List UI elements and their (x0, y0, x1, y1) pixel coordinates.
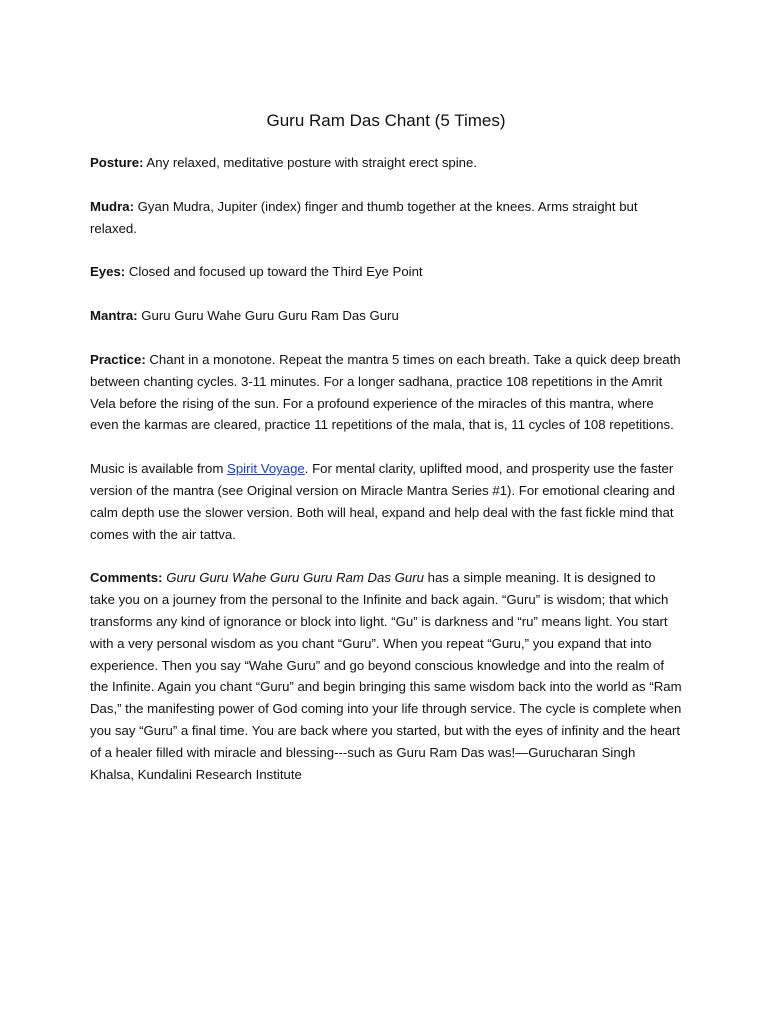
comments-paragraph (90, 567, 682, 785)
mantra-paragraph (90, 305, 682, 327)
practice-label: Practice: (90, 351, 146, 367)
music-suffix: . For mental clarity, uplifted mood, and prosperity use the faster version of the mantra (see Original version on Miracle Mantra Series #1). For emotional clearing and calm depth use the slower version. Both will heal, expand and help deal with the fast fickle mind that comes with the air tattva. (90, 461, 675, 542)
mudra-text: Gyan Mudra, Jupiter (index) finger and thumb together at the knees. Arms straight but relaxed. (90, 198, 638, 236)
posture-paragraph (90, 152, 682, 174)
posture-label: Posture: (90, 155, 144, 170)
spirit-voyage-link[interactable]: Spirit Voyage (227, 461, 305, 477)
comments-text: has a simple meaning. It is designed to take you on a journey from the personal to the Infinite and back again. “Guru” is wisdom; that which transforms any kind of ignorance or block into light. “Gu” is darkness and “ru” means light. You start with a very personal wisdom as you chant “Guru”. When you repeat “Guru,” you expand that into experience. Then you say “Wahe Guru” and go beyond conscious knowledge and into the realm of the Infinite. Again you chant “Guru” and begin bringing this same wisdom back into the world as “Ram Das,” the manifesting power of God coming into your life through service. The cycle is complete when you say “Guru” a final time. You are back where you started, but with the eyes of infinity and the heart of a healer filled with miracle and blessing---such as Guru Ram Das was!—Gurucharan Singh Khalsa, Kundalini Research Institute (90, 570, 682, 782)
mantra-text: Guru Guru Wahe Guru Guru Ram Das Guru (137, 308, 399, 324)
eyes-paragraph (90, 261, 682, 283)
music-prefix: Music is available from (90, 461, 228, 477)
document-page (90, 108, 682, 807)
music-paragraph (90, 458, 682, 545)
practice-text: Chant in a monotone. Repeat the mantra 5 times on each breath. Take a quick deep breath between chanting cycles. 3-11 minutes. For a longer sadhana, practice 108 repetitions in the Amrit Vela before the rising of the sun. For a profound experience of the miracles of this mantra, where even the karmas are cleared, practice 11 repetitions of the mala, that is, 11 cycles of 108 repetitions. (90, 351, 681, 433)
comments-label: Comments: (90, 570, 163, 586)
practice-paragraph (90, 349, 682, 436)
mudra-label: Mudra: (90, 198, 134, 214)
mantra-label: Mantra: (90, 308, 138, 324)
posture-text: Any relaxed, meditative posture with straight erect spine. (143, 155, 478, 170)
eyes-label: Eyes: (90, 264, 126, 280)
comments-mantra-italic: Guru Guru Wahe Guru Guru Ram Das Guru (166, 570, 424, 586)
eyes-text: Closed and focused up toward the Third Eye Point (125, 264, 423, 280)
mudra-paragraph (90, 196, 682, 240)
document-title: Guru Ram Das Chant (5 Times) (266, 111, 506, 130)
